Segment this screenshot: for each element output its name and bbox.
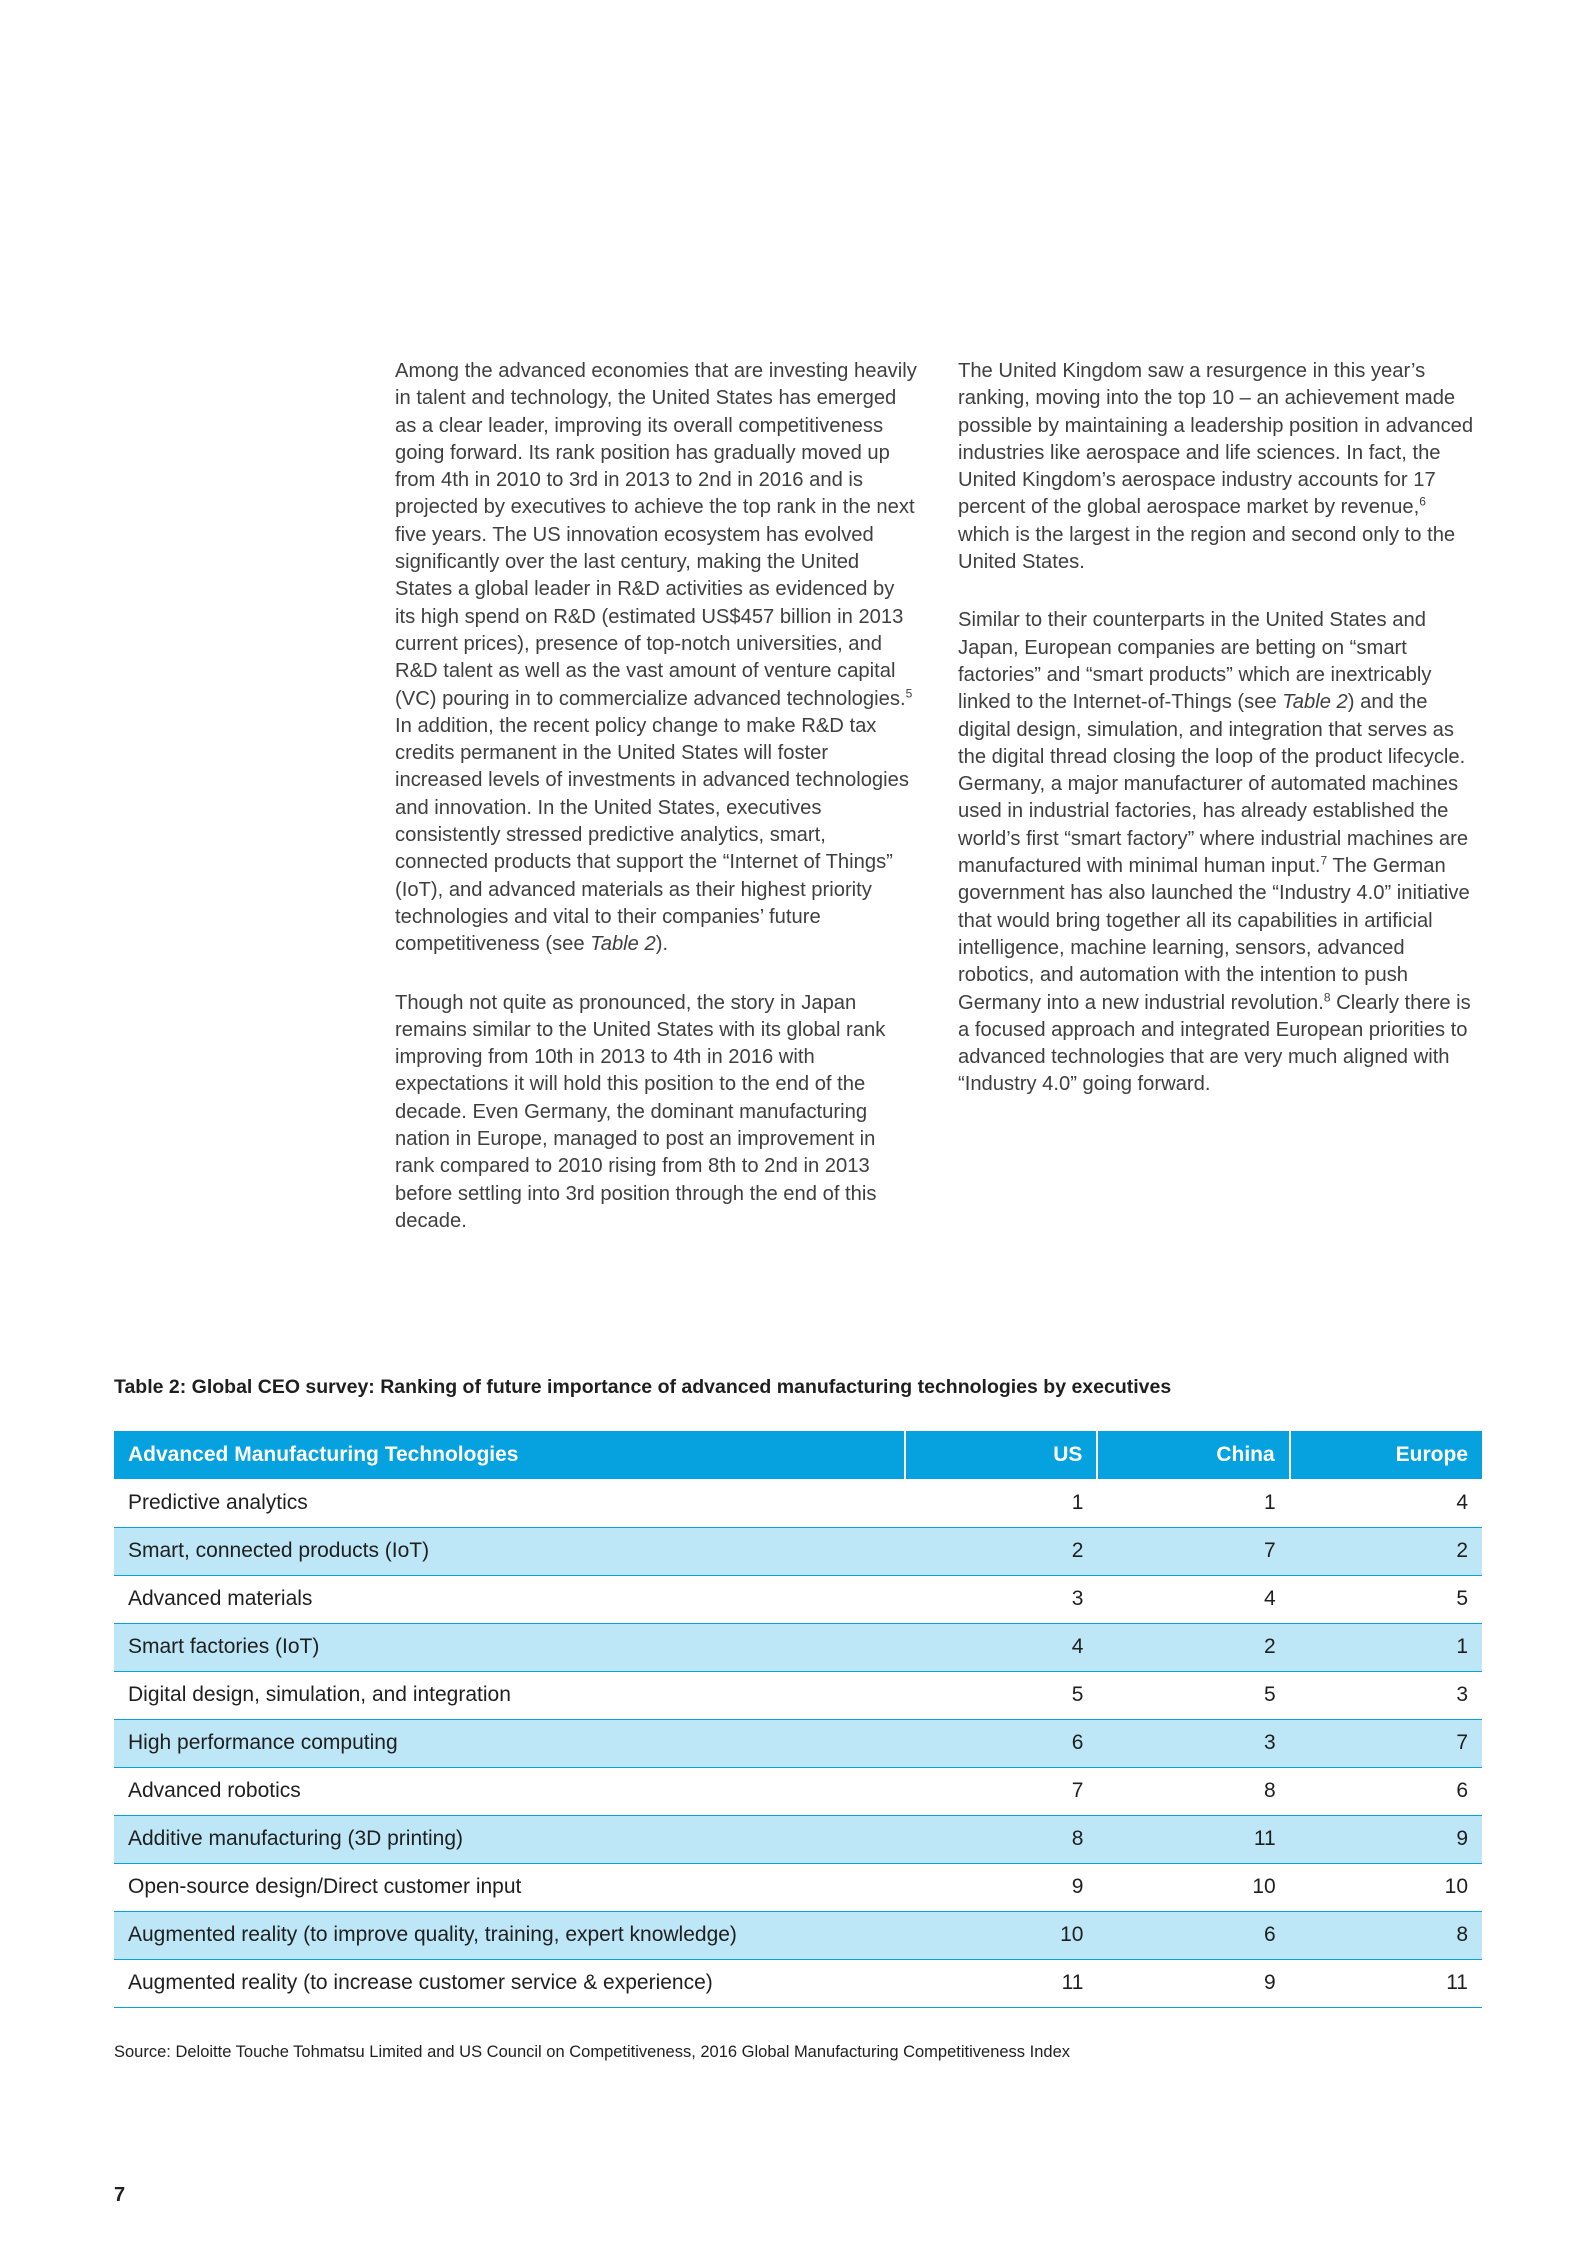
ranking-table	[114, 1431, 1482, 2008]
us-rank: 6	[905, 1719, 1097, 1767]
table-row	[114, 1863, 1482, 1911]
europe-rank: 3	[1290, 1671, 1482, 1719]
china-rank: 5	[1097, 1671, 1289, 1719]
us-rank: 3	[905, 1575, 1097, 1623]
technology-name: Augmented reality (to improve quality, training, expert knowledge)	[114, 1911, 905, 1959]
us-rank: 4	[905, 1623, 1097, 1671]
left-p1-text: Among the advanced economies that are investing heavily in talent and technology, the United States has emerged as a clear leader, improving its overall competitiveness going forward. Its rank position has gradually moved up from 4th in 2010 to 3rd in 2013 to 2nd in 2016 and is projected by executives to achieve the top rank in the next five years. The US innovation ecosystem has evolved significantly over the last century, making the United States a global leader in R&D activities as evidenced by its high spend on R&D (estimated US$457 billion in 2013 current prices), presence of top-notch universities, and R&D talent as well as the vast amount of venture capital (VC) pouring in to commercialize advanced technologies.	[395, 360, 917, 710]
right-p2-text: Similar to their counterparts in the United States and Japan, European companies are betting on “smart factories” and “smart products” which are inextricably linked to the Internet-of-Things (see	[958, 609, 1432, 714]
right-p2-text4: Clearly there is a focused approach and integrated European priorities to advanced technologies that are very much aligned with “Industry 4.0” going forward.	[958, 991, 1471, 1096]
china-rank: 6	[1097, 1911, 1289, 1959]
table-row	[114, 1911, 1482, 1959]
header-europe: Europe	[1290, 1431, 1482, 1479]
table-title: Table 2: Global CEO survey: Ranking of future importance of advanced manufacturing technologies by executives	[114, 1376, 1172, 1398]
left-paragraph-1	[395, 358, 920, 959]
table-row	[114, 1959, 1482, 2007]
footnote-8: 8	[1323, 989, 1331, 1004]
table-header-row	[114, 1431, 1482, 1479]
left-p1-text2: In addition, the recent policy change to make R&D tax credits permanent in the United States will foster increased levels of investments in advanced technologies and innovation. In the United States, executives consistently stressed predictive analytics, smart, connected products that support the “Internet of Things” (IoT), and advanced materials as their highest priority technologies and vital to their companies’ future competitiveness (see	[395, 714, 909, 956]
right-p1-text: The United Kingdom saw a resurgence in this year’s ranking, moving into the top 10 – an achievement made possible by maintaining a leadership position in advanced industries like aerospace and life sciences. In fact, the United Kingdom’s aerospace industry accounts for 17 percent of the global aerospace market by revenue,	[958, 360, 1474, 519]
europe-rank: 6	[1290, 1767, 1482, 1815]
right-p2-text3: The German government has also launched the “Industry 4.0” initiative that would bring together all its capabilities in artificial intelligence, machine learning, sensors, advanced robotics, and automation with the intention to push Germany into a new industrial revolution.	[958, 855, 1470, 1014]
technology-name: Augmented reality (to increase customer service & experience)	[114, 1959, 905, 2007]
header-us: US	[905, 1431, 1097, 1479]
china-rank: 9	[1097, 1959, 1289, 2007]
right-paragraph-2	[958, 607, 1483, 1098]
right-p1-text2: which is the largest in the region and second only to the United States.	[958, 523, 1456, 574]
us-rank: 1	[905, 1479, 1097, 1527]
footnote-5: 5	[905, 685, 913, 700]
us-rank: 10	[905, 1911, 1097, 1959]
technology-name: Open-source design/Direct customer input	[114, 1863, 905, 1911]
page-number: 7	[114, 2184, 126, 2206]
us-rank: 2	[905, 1527, 1097, 1575]
technology-name: High performance computing	[114, 1719, 905, 1767]
technology-name: Smart factories (IoT)	[114, 1623, 905, 1671]
europe-rank: 2	[1290, 1527, 1482, 1575]
europe-rank: 9	[1290, 1815, 1482, 1863]
us-rank: 9	[905, 1863, 1097, 1911]
table-row	[114, 1623, 1482, 1671]
table-row	[114, 1671, 1482, 1719]
table-row	[114, 1527, 1482, 1575]
europe-rank: 11	[1290, 1959, 1482, 2007]
technology-name: Advanced materials	[114, 1575, 905, 1623]
europe-rank: 5	[1290, 1575, 1482, 1623]
europe-rank: 1	[1290, 1623, 1482, 1671]
footnote-7: 7	[1320, 853, 1328, 868]
china-rank: 1	[1097, 1479, 1289, 1527]
table-row	[114, 1575, 1482, 1623]
table-row	[114, 1479, 1482, 1527]
us-rank: 11	[905, 1959, 1097, 2007]
china-rank: 10	[1097, 1863, 1289, 1911]
technology-name: Smart, connected products (IoT)	[114, 1527, 905, 1575]
us-rank: 7	[905, 1767, 1097, 1815]
left-p1-text3: ).	[655, 933, 669, 956]
technology-name: Additive manufacturing (3D printing)	[114, 1815, 905, 1863]
table-row	[114, 1767, 1482, 1815]
header-china: China	[1097, 1431, 1289, 1479]
left-column	[395, 358, 920, 1266]
china-rank: 11	[1097, 1815, 1289, 1863]
technology-name: Predictive analytics	[114, 1479, 905, 1527]
europe-rank: 8	[1290, 1911, 1482, 1959]
right-column	[958, 358, 1483, 1130]
europe-rank: 10	[1290, 1863, 1482, 1911]
us-rank: 5	[905, 1671, 1097, 1719]
china-rank: 4	[1097, 1575, 1289, 1623]
china-rank: 3	[1097, 1719, 1289, 1767]
table-row	[114, 1719, 1482, 1767]
china-rank: 8	[1097, 1767, 1289, 1815]
us-rank: 8	[905, 1815, 1097, 1863]
china-rank: 7	[1097, 1527, 1289, 1575]
table-source: Source: Deloitte Touche Tohmatsu Limited and US Council on Competitiveness, 2016 Global Manufacturing Competitiveness Index	[114, 2043, 1071, 2061]
table-reference: Table 2	[1282, 691, 1348, 714]
table-reference: Table 2	[590, 933, 656, 956]
europe-rank: 7	[1290, 1719, 1482, 1767]
header-technology: Advanced Manufacturing Technologies	[114, 1431, 905, 1479]
left-paragraph-2: Though not quite as pronounced, the story in Japan remains similar to the United States with its global rank improving from 10th in 2013 to 4th in 2016 with expectations it will hold this position to the end of the decade. Even Germany, the dominant manufacturing nation in Europe, managed to post an improvement in rank compared to 2010 rising from 8th to 2nd in 2013 before settling into 3rd position through the end of this decade.	[395, 991, 886, 1232]
table-row	[114, 1815, 1482, 1863]
china-rank: 2	[1097, 1623, 1289, 1671]
technology-name: Advanced robotics	[114, 1767, 905, 1815]
europe-rank: 4	[1290, 1479, 1482, 1527]
right-paragraph-1	[958, 358, 1483, 576]
right-p2-text2: ) and the digital design, simulation, and integration that serves as the digital thread closing the loop of the product lifecycle. Germany, a major manufacturer of automated machines used in industrial factories, has already established the world’s first “smart factory” where industrial machines are manufactured with minimal human input.	[958, 691, 1469, 878]
technology-name: Digital design, simulation, and integration	[114, 1671, 905, 1719]
footnote-6: 6	[1419, 494, 1426, 509]
